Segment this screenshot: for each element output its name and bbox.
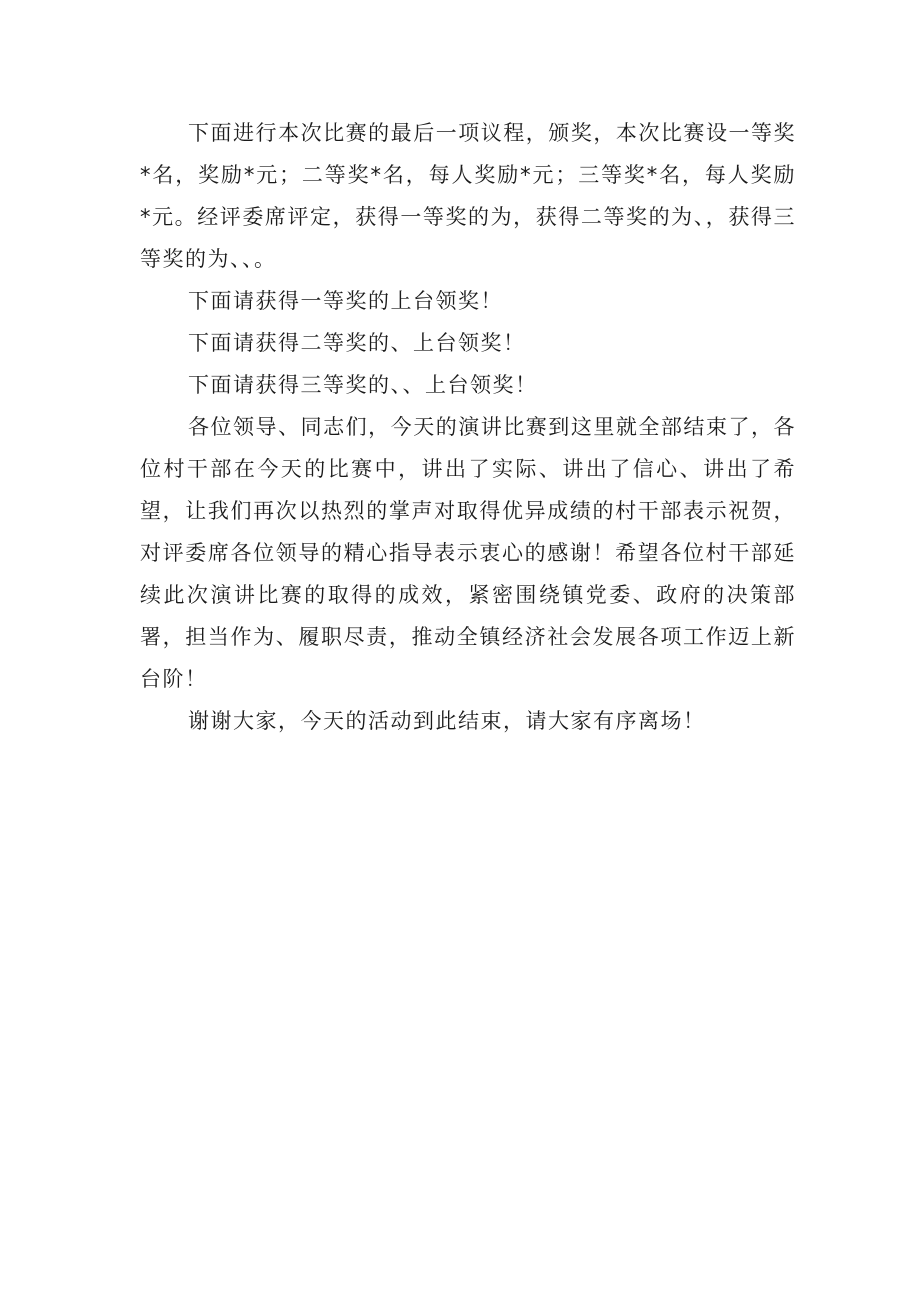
- paragraph-first-prize-call: 下面请获得一等奖的上台领奖！: [188, 289, 503, 313]
- paragraph-second-prize-call: 下面请获得二等奖的、上台领奖！: [188, 331, 526, 355]
- paragraph-closing-remarks: 各位领导、同志们，今天的演讲比赛到这里就全部结束了，各位村干部在今天的比赛中，讲出了实际、讲出了信心、讲出了希望，让我们再次以热烈的掌声对取得优异成绩的村干部表示祝贺，对评委席各位领导的精心指导表示衷心的感谢！希望各位村干部延续此次演讲比赛的取得的成效，紧密围绕镇党委、政府的决策部署，担当作为、履职尽责，推动全镇经济社会发展各项工作迈上新台阶！: [140, 415, 796, 691]
- document-body: [140, 112, 796, 742]
- paragraph-awards-announcement: 下面进行本次比赛的最后一项议程，颁奖，本次比赛设一等奖*名，奖励*元；二等奖*名，每人奖励*元；三等奖*名，每人奖励*元。经评委席评定，获得一等奖的为，获得二等奖的为、，获得三等奖的为、、。: [140, 121, 796, 271]
- paragraph-third-prize-call: 下面请获得三等奖的、、上台领奖！: [188, 373, 538, 397]
- paragraph-farewell: 谢谢大家，今天的活动到此结束，请大家有序离场！: [188, 709, 706, 733]
